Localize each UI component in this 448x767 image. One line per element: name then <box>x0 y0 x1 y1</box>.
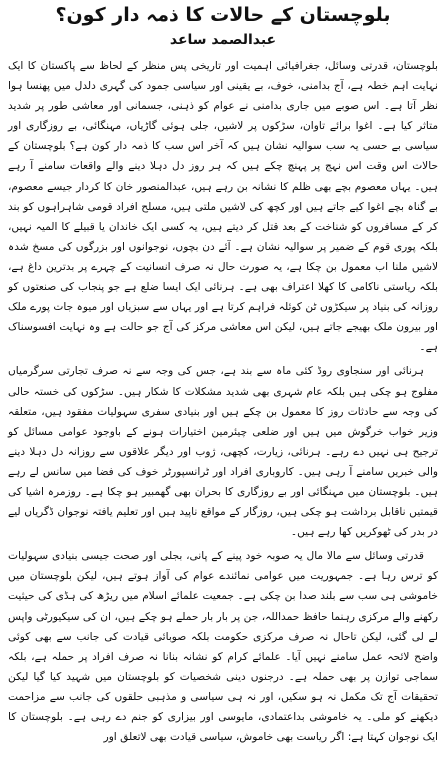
article-paragraph: ہرنائی اور سنجاوی روڈ کئی ماہ سے بند ہے، جس کی وجہ سے نہ صرف تجارتی سرگرمیاں مفلوج ہو چکی ہیں بلکہ عام شہری بھی شدید مشکلات کا شکار ہیں۔ سڑکوں کی خستہ حالی کی وجہ سے حادثات روز کا معمول بن چکے ہیں اور بنیادی سفری سہولیات مفقود ہیں، متعلقہ وزیر خواب خرگوش میں ہیں اور ضلعی چیئرمین اختیارات ہونے کے باوجود عوامی مسائل کو ترجیح ہی نہیں دے رہے۔ ہرنائی، زیارت، کچھی، ژوب اور دیگر علاقوں سے روزانہ دل دہلا دینے والی خبریں سامنے آ رہی ہیں۔ کاروباری افراد اور ٹرانسپورٹر خوف کی فضا میں سانس لے رہے ہیں۔ بلوچستان میں مہنگائی اور بے روزگاری کا بحران بھی گھمبیر ہو چکا ہے۔ روزمرہ اشیا کی قیمتیں ناقابل برداشت ہو چکی ہیں، روزگار کے مواقع ناپید ہیں اور تعلیم یافتہ نوجوان ڈگریاں لیے در بدر کی ٹھوکریں کھا رہے ہیں۔ <box>8 365 438 539</box>
author-byline: عبدالصمد ساعد <box>169 32 277 48</box>
article-paragraph: قدرتی وسائل سے مالا مال یہ صوبہ خود پینے کے پانی، بجلی اور صحت جیسی بنیادی سہولیات کو ترس رہا ہے۔ جمہوریت میں عوامی نمائندے عوام کی آواز ہوتے ہیں، لیکن بلوچستان میں خاموشی ہی سب سے بلند صدا بن چکی ہے۔ جمعیت علمائے اسلام میں ریڑھ کی ہڈی کی حیثیت رکھنے والے مرکزی رہنما حافظ حمداللہ، جن پر بار بار حملے ہو چکے ہیں، ان کی سیکیورٹی واپس لے لی گئی، لیکن تاحال نہ صرف مرکزی حکومت بلکہ صوبائی قیادت کی جانب سے بھی کوئی واضح لائحہ عمل سامنے نہیں آیا۔ علمائے کرام کو نشانہ بنانا نہ صرف افراد پر حملہ ہے، بلکہ سماجی توازن پر بھی حملہ ہے۔ درجنوں دینی شخصیات کو بلوچستان میں شہید کیا گیا لیکن تحقیقات آج تک مکمل نہ ہو سکیں، اور نہ ہی سیاسی و مذہبی حلقوں کی جانب سے مزاحمت دیکھنے کو ملی۔ یہ خاموشی بداعتمادی، مایوسی اور بیزاری کو جنم دے رہی ہے۔ بلوچستان کا ایک نوجوان کہتا ہے: اگر ریاست بھی خاموش، سیاسی قیادت بھی لاتعلق اور <box>8 550 438 744</box>
article-paragraph: بلوچستان، قدرتی وسائل، جغرافیائی اہمیت اور تاریخی پس منظر کے لحاظ سے پاکستان کا ایک نہایت اہم خطہ ہے، آج بدامنی، خوف، بے یقینی اور سیاسی جمود کی گہری دلدل میں پھنسا ہوا نظر آتا ہے۔ اس صوبے میں جاری بدامنی نے عوام کو ذہنی، جسمانی اور معاشی طور پر شدید متاثر کیا ہے۔ اغوا برائے تاوان، سڑکوں پر لاشیں، جلی ہوئی گاڑیاں، مہنگائی، بے روزگاری اور سیاسی بے حسی یہ سب سوالیہ نشان ہیں کہ آخر اس سب کا ذمہ دار کون ہے؟ بلوچستان کے حالات اس وقت اس نہج پر پہنچ چکے ہیں کہ ہر روز دل دہلا دینے والے واقعات سامنے آ رہے ہیں۔ یہاں معصوم بچے بھی ظلم کا نشانہ بن رہے ہیں، عبدالمنصور خان کا کردار جیسے معصوم، بے گناہ بچے اغوا کیے جاتے ہیں اور کچھ کی لاشیں ملتی ہیں، مسلح افراد قومی شاہراہوں کو بند کر کے مسافروں کو شناخت کے بعد قتل کر دیتے ہیں، یہ کسی ایک خاندان یا قبیلے کا المیہ نہیں، بلکہ پوری قوم کے ضمیر پر سوالیہ نشان ہے۔ آئے دن بچوں، نوجوانوں اور بزرگوں کی مسخ شدہ لاشیں ملنا اب معمول بن چکا ہے، یہ صورت حال نہ صرف انسانیت کے چہرے پر بدترین داغ ہے، بلکہ ریاستی ناکامی کا کھلا اعتراف بھی ہے۔ ہرنائی ایک ایسا ضلع ہے جو پنجاب کی صنعتوں کو روزانہ کی بنیاد پر سیکڑوں ٹن کوئلہ فراہم کرتا ہے اور یہاں سے سبزیاں اور میوہ جات پورے ملک اور بیرون ملک بھیجے جاتے ہیں، لیکن اس معاشی مرکز کی آج جو حالت ہے وہ نہایت افسوسناک ہے۔ <box>8 60 438 354</box>
article-body <box>8 56 438 747</box>
article-title: بلوچستان کے حالات کا ذمہ دار کون؟ <box>55 4 391 26</box>
